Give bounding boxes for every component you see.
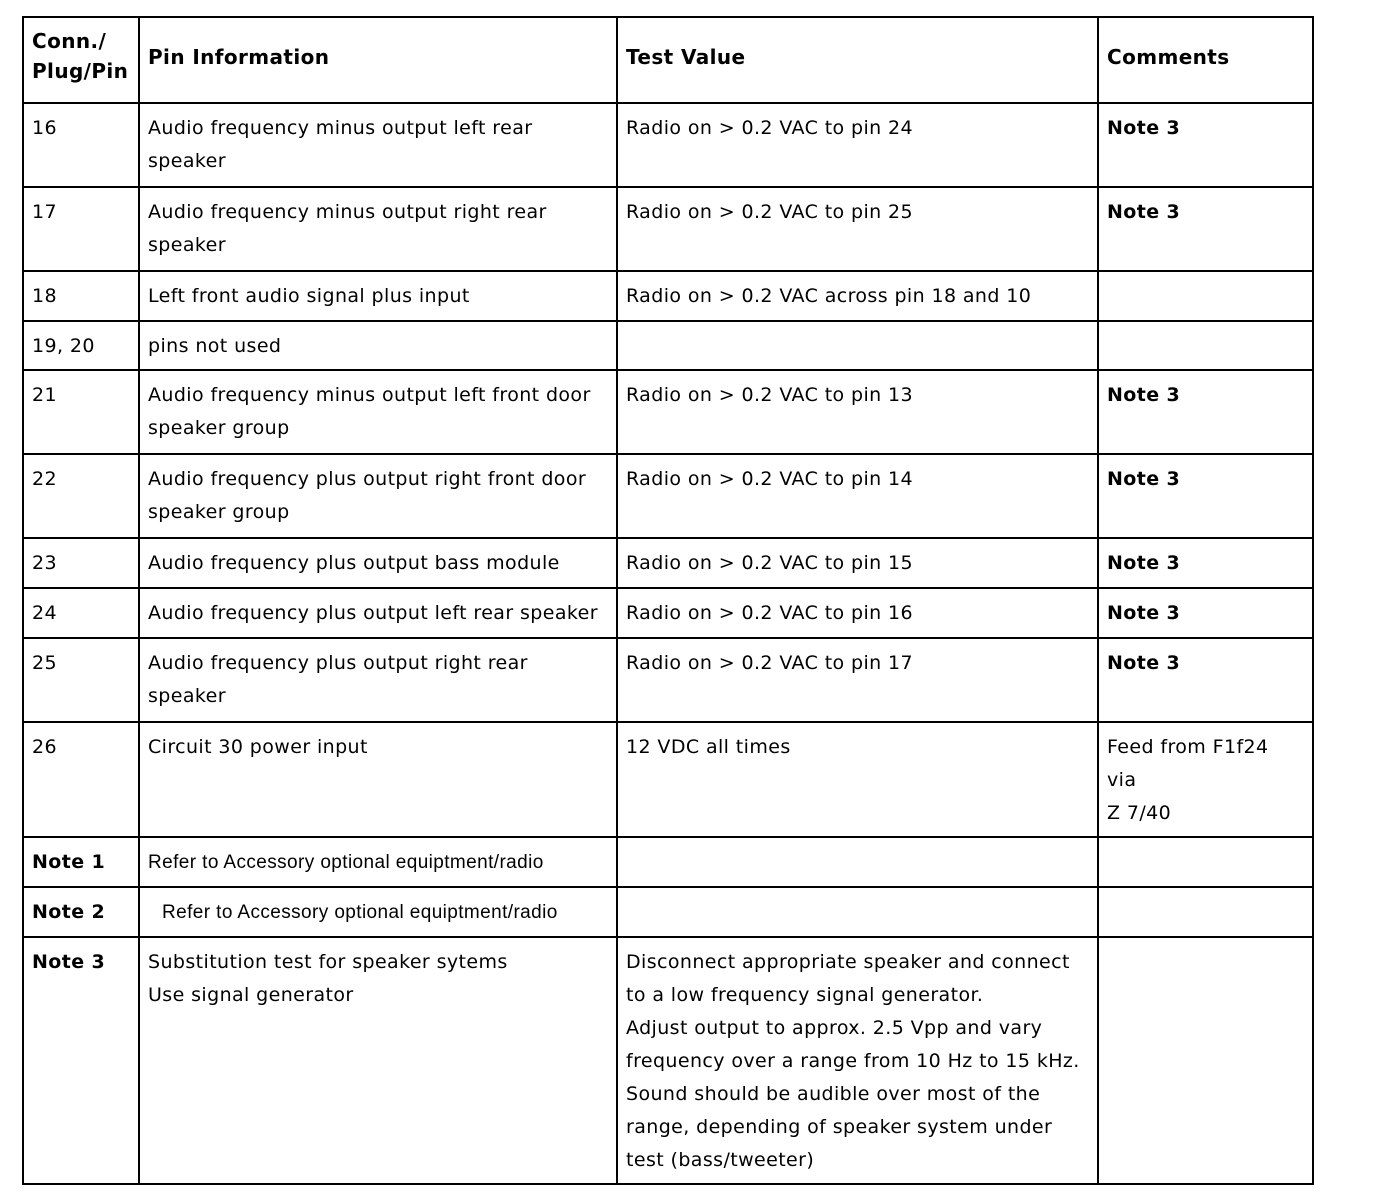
header-test-value: Test Value: [617, 17, 1098, 103]
comment-cell: Note 3: [1098, 638, 1313, 722]
comment-cell: [1098, 271, 1313, 321]
note-label: Note 1: [23, 837, 139, 887]
pin-cell: 16: [23, 103, 139, 187]
table-row: [23, 187, 1313, 271]
note-row: [23, 937, 1313, 1184]
test-cell: Radio on > 0.2 VAC to pin 17: [617, 638, 1098, 722]
info-cell: Audio frequency plus output left rear speaker: [139, 588, 617, 638]
test-cell: Radio on > 0.2 VAC to pin 14: [617, 454, 1098, 538]
note-test: [617, 837, 1098, 887]
note-comment: [1098, 937, 1313, 1184]
table-row: [23, 638, 1313, 722]
info-cell: Audio frequency plus output right front door speaker group: [139, 454, 617, 538]
test-cell: Radio on > 0.2 VAC to pin 16: [617, 588, 1098, 638]
note-label: Note 3: [23, 937, 139, 1184]
header-comments: Comments: [1098, 17, 1313, 103]
note-info: Refer to Accessory optional equiptment/radio: [139, 887, 617, 937]
pin-cell: 25: [23, 638, 139, 722]
pin-cell: 23: [23, 538, 139, 588]
info-cell: pins not used: [139, 321, 617, 370]
comment-cell: Note 3: [1098, 454, 1313, 538]
note-row: [23, 837, 1313, 887]
table-row: [23, 103, 1313, 187]
pin-cell: 18: [23, 271, 139, 321]
test-cell: Radio on > 0.2 VAC across pin 18 and 10: [617, 271, 1098, 321]
test-cell: Radio on > 0.2 VAC to pin 13: [617, 370, 1098, 454]
info-cell: Audio frequency minus output right rear speaker: [139, 187, 617, 271]
comment-cell: Note 3: [1098, 187, 1313, 271]
comment-cell: [1098, 321, 1313, 370]
info-cell: Audio frequency plus output right rear speaker: [139, 638, 617, 722]
comment-cell: Note 3: [1098, 588, 1313, 638]
table-row: [23, 722, 1313, 837]
header-pin-info: Pin Information: [139, 17, 617, 103]
header-conn: Conn./ Plug/Pin: [23, 17, 139, 103]
test-cell: Radio on > 0.2 VAC to pin 24: [617, 103, 1098, 187]
info-cell: Audio frequency minus output left rear speaker: [139, 103, 617, 187]
info-cell: Circuit 30 power input: [139, 722, 617, 837]
pin-table: [22, 16, 1314, 1185]
note-comment: [1098, 837, 1313, 887]
table-row: [23, 321, 1313, 370]
note-test: Disconnect appropriate speaker and connect to a low frequency signal generator. Adjust output to approx. 2.5 Vpp and vary frequency over a range from 10 Hz to 15 kHz. Sound should be audible over most of the range, depending of speaker system under test (bass/tweeter): [617, 937, 1098, 1184]
pin-cell: 26: [23, 722, 139, 837]
comment-cell: Note 3: [1098, 370, 1313, 454]
table-header-row: [23, 17, 1313, 103]
comment-cell: Note 3: [1098, 538, 1313, 588]
test-cell: [617, 321, 1098, 370]
note-row: [23, 887, 1313, 937]
test-cell: Radio on > 0.2 VAC to pin 25: [617, 187, 1098, 271]
test-cell: 12 VDC all times: [617, 722, 1098, 837]
comment-cell: Note 3: [1098, 103, 1313, 187]
pin-cell: 24: [23, 588, 139, 638]
table-row: [23, 454, 1313, 538]
pin-cell: 22: [23, 454, 139, 538]
comment-cell: Feed from F1f24 via Z 7/40: [1098, 722, 1313, 837]
info-cell: Left front audio signal plus input: [139, 271, 617, 321]
test-cell: Radio on > 0.2 VAC to pin 15: [617, 538, 1098, 588]
pin-cell: 21: [23, 370, 139, 454]
table-row: [23, 588, 1313, 638]
pin-cell: 19, 20: [23, 321, 139, 370]
info-cell: Audio frequency minus output left front door speaker group: [139, 370, 617, 454]
note-info: Substitution test for speaker sytems Use signal generator: [139, 937, 617, 1184]
table-row: [23, 538, 1313, 588]
note-comment: [1098, 887, 1313, 937]
pin-cell: 17: [23, 187, 139, 271]
note-label: Note 2: [23, 887, 139, 937]
table-row: [23, 370, 1313, 454]
note-info: Refer to Accessory optional equiptment/radio: [139, 837, 617, 887]
note-test: [617, 887, 1098, 937]
table-row: [23, 271, 1313, 321]
info-cell: Audio frequency plus output bass module: [139, 538, 617, 588]
